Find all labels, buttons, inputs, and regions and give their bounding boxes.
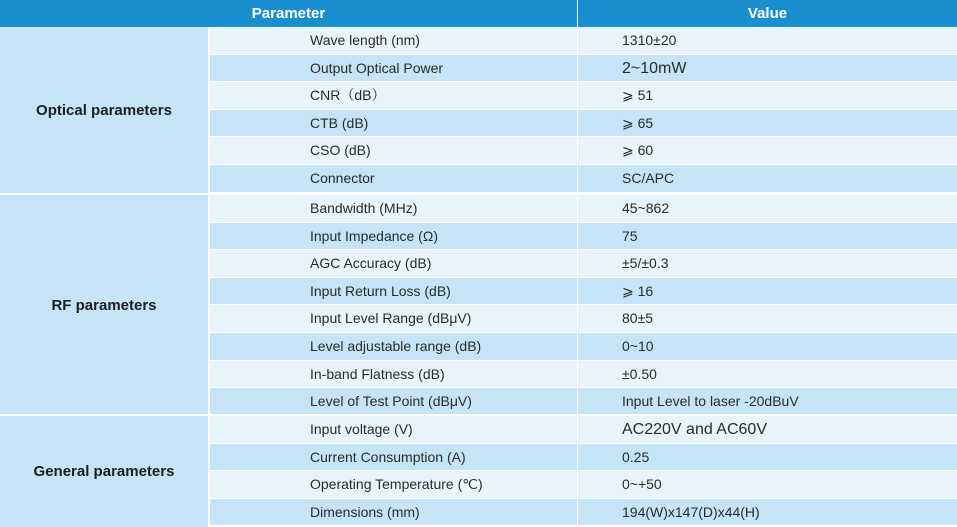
param-cell: Bandwidth (MHz) bbox=[210, 195, 578, 222]
table-row bbox=[210, 361, 957, 389]
header-value: Value bbox=[747, 5, 788, 22]
table-row bbox=[210, 250, 957, 278]
param-cell: In-band Flatness (dB) bbox=[210, 361, 578, 388]
param-cell: Operating Temperature (℃) bbox=[210, 471, 578, 498]
value-cell: ⩾ 16 bbox=[622, 282, 654, 299]
value-cell: 1310±20 bbox=[622, 32, 677, 48]
table-row bbox=[210, 137, 957, 165]
table-row bbox=[210, 499, 957, 527]
param-cell: AGC Accuracy (dB) bbox=[210, 250, 578, 277]
table-row bbox=[210, 278, 957, 306]
value-cell: Input Level to laser -20dBuV bbox=[622, 393, 799, 410]
table-row bbox=[210, 165, 957, 193]
param-cell: CNR（dB） bbox=[210, 82, 578, 109]
param-cell: Input Return Loss (dB) bbox=[210, 278, 578, 305]
group-general bbox=[0, 414, 957, 527]
param-cell: Dimensions (mm) bbox=[210, 499, 578, 526]
group-label: RF parameters bbox=[0, 195, 210, 416]
value-cell: ⩾ 60 bbox=[622, 142, 654, 159]
param-cell: Level of Test Point (dBμV) bbox=[210, 388, 578, 415]
param-cell: Input voltage (V) bbox=[210, 416, 578, 443]
value-cell: 75 bbox=[622, 227, 638, 244]
table-row bbox=[210, 444, 957, 472]
value-cell: SC/APC bbox=[622, 169, 675, 186]
param-cell: CTB (dB) bbox=[210, 110, 578, 137]
table-row bbox=[210, 333, 957, 361]
table-row bbox=[210, 27, 957, 55]
value-cell: 2~10mW bbox=[622, 59, 687, 77]
value-cell: 0~+50 bbox=[622, 476, 662, 493]
table-row bbox=[210, 305, 957, 333]
value-cell: 45~862 bbox=[622, 200, 670, 216]
header-parameter: Parameter bbox=[0, 0, 578, 27]
group-optical bbox=[0, 27, 957, 193]
param-cell: Connector bbox=[210, 165, 578, 192]
value-cell: ±5/±0.3 bbox=[622, 255, 669, 272]
group-label: General parameters bbox=[0, 416, 210, 527]
value-cell: ⩾ 65 bbox=[622, 114, 654, 131]
table-row bbox=[210, 195, 957, 223]
group-label: Optical parameters bbox=[0, 27, 210, 193]
value-cell: 80±5 bbox=[622, 310, 654, 327]
value-cell: 0.25 bbox=[622, 448, 650, 465]
table-row bbox=[210, 388, 957, 416]
value-cell: 194(W)x147(D)x44(H) bbox=[622, 503, 760, 520]
table-row bbox=[210, 223, 957, 251]
table-row bbox=[210, 471, 957, 499]
value-cell: ±0.50 bbox=[622, 365, 657, 382]
value-cell: 0~10 bbox=[622, 337, 654, 354]
group-rf bbox=[0, 193, 957, 416]
param-cell: Output Optical Power bbox=[210, 55, 578, 82]
param-cell: CSO (dB) bbox=[210, 137, 578, 164]
table-row bbox=[210, 110, 957, 138]
param-cell: Wave length (nm) bbox=[210, 27, 578, 54]
table-header bbox=[0, 0, 957, 27]
table-row bbox=[210, 416, 957, 444]
param-cell: Current Consumption (A) bbox=[210, 444, 578, 471]
table-row bbox=[210, 82, 957, 110]
table-row bbox=[210, 55, 957, 83]
param-cell: Level adjustable range (dB) bbox=[210, 333, 578, 360]
value-cell: ⩾ 51 bbox=[622, 87, 654, 104]
value-cell: AC220V and AC60V bbox=[622, 421, 767, 438]
param-cell: Input Level Range (dBμV) bbox=[210, 305, 578, 332]
param-cell: Input Impedance (Ω) bbox=[210, 223, 578, 250]
